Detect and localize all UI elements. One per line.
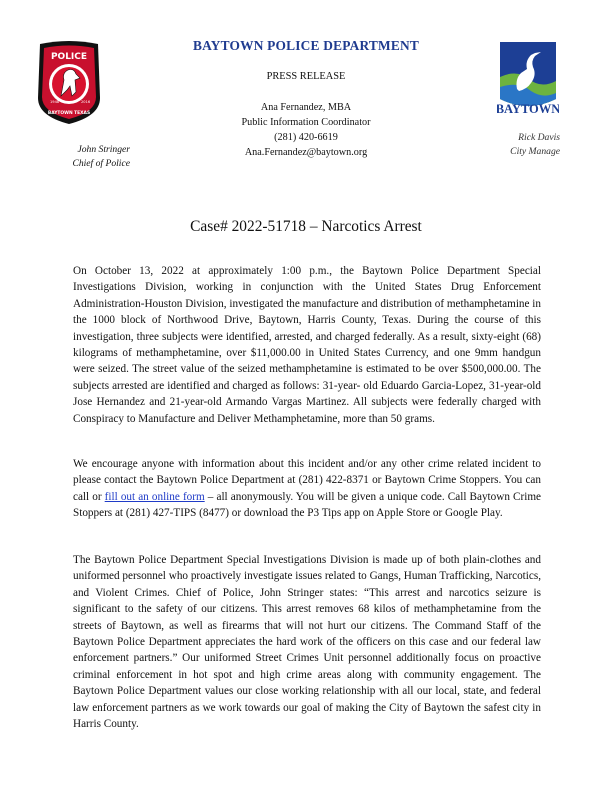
contact-phone: (281) 420-6619 bbox=[274, 132, 338, 143]
police-logo-bottom-text: BAYTOWN TEXAS bbox=[47, 111, 91, 116]
police-logo-year-left: 1948 bbox=[50, 100, 60, 104]
contact-block bbox=[170, 100, 442, 160]
contact-email: Ana.Fernandez@baytown.org bbox=[244, 147, 368, 158]
paragraph-division-statement: The Baytown Police Department Special Investigations Division is made up of both plain-clothes and uniformed personnel who proactively investigate issues related to Gangs, Human Trafficking, Narcotics, and Violent Crimes. Chief of Police, John Stringer states: “This arrest and narcotics seizure is significant to the safety of our citizens. This arrest removes 68 kilos of methamphetamine from the streets of Baytown, as well as firearms that will not hurt our citizens. The Command Staff of the Baytown Police Department appreciates the hard work of the officers on this case and our federal law enforcement partners.” Our uniformed Street Crimes Unit personnel additionally focus on proactive criminal enforcement in hot spot and high crime areas along with community engagement. The Baytown Police Department values our close working relationship with all our local, state, and federal law enforcement partners as we work towards our goal of making the City of Baytown the safest city in Harris County. bbox=[73, 554, 541, 731]
city-logo-text: BAYTOWN bbox=[497, 102, 559, 116]
paragraph-tips bbox=[73, 456, 541, 522]
paragraph-arrest-details: On October 13, 2022 at approximately 1:00 p.m., the Baytown Police Department Special Investigations Division, working in conjunction with the United States Drug Enforcement Administration-Houston Division, investigated the manufacture and distribution of methamphetamine in the 1000 block of Northwood Drive, Baytown, Harris County, Texas. During the course of this investigation, three subjects were identified, arrested, and charged federally. As a result, sixty-eight (68) kilograms of methamphetamine, over $11,000.00 in United States Currency, and one 9mm handgun were seized. The street value of the seized methamphetamine is estimated to be over $500,000.00. The subjects arrested are identified and charged as follows: 31-year- old Eduardo Garcia-Lopez, 31-year-old Jose Hernandez and 21-year-old Armando Vargas Martinez. All subjects were federally charged with Conspiracy to Manufacture and Deliver Methamphetamine, more than 50 grams. bbox=[73, 265, 541, 425]
release-title: Case# 2022-51718 – Narcotics Arrest bbox=[190, 218, 422, 235]
police-logo-top-text: POLICE bbox=[50, 52, 88, 62]
chief-title: Chief of Police bbox=[72, 158, 130, 169]
manager-name: Rick Davis bbox=[518, 132, 560, 143]
chief-signature-block bbox=[40, 143, 130, 171]
contact-name: Ana Fernandez, MBA bbox=[260, 102, 352, 113]
contact-role: Public Information Coordinator bbox=[241, 117, 371, 128]
tips-text-after: – all anonymously. You will be given a unique code. Call Baytown Crime Stoppers at (281) 427-TIPS (8477) or download the P3 Tips app on Apple Store or Google Play. bbox=[73, 490, 541, 520]
chief-name: John Stringer bbox=[77, 144, 130, 155]
police-badge-logo bbox=[34, 40, 104, 126]
department-name: BAYTOWN POLICE DEPARTMENT bbox=[192, 38, 419, 53]
baytown-heron-logo bbox=[497, 39, 559, 117]
tips-text-before: We encourage anyone with information about this incident and/or any other crime related incident to please contact the Baytown Police Department at (281) 422-8371 or Baytown Crime Stoppers. You can call or bbox=[73, 458, 541, 503]
city-manager-block bbox=[470, 131, 560, 159]
online-form-link[interactable]: fill out an online form bbox=[104, 490, 205, 503]
press-release-label: PRESS RELEASE bbox=[266, 71, 346, 82]
police-logo-year-right: 2016 bbox=[81, 100, 91, 104]
manager-title: City Manage bbox=[510, 146, 560, 157]
